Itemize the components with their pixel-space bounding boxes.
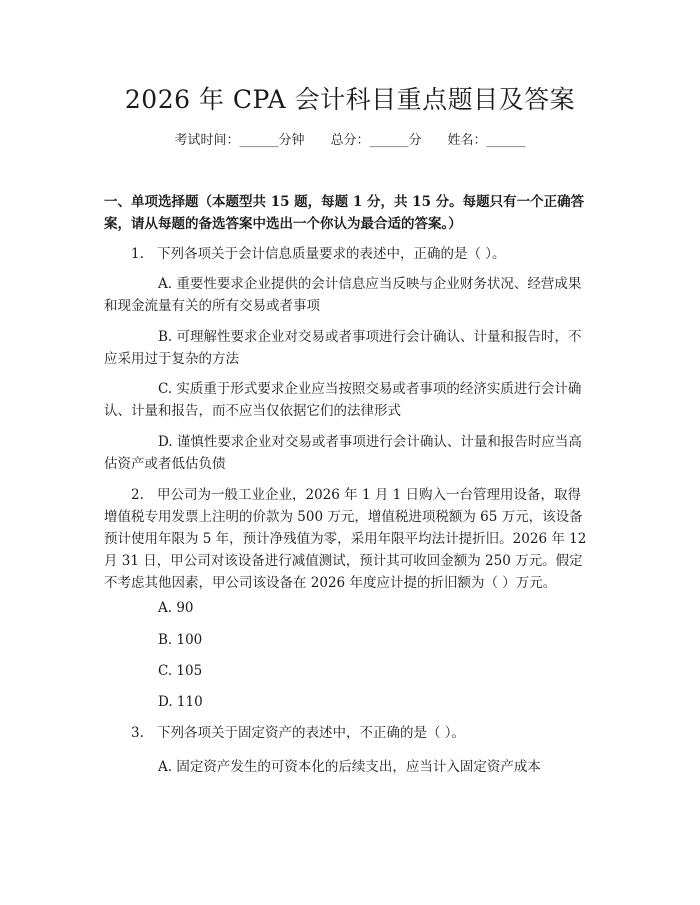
question-stem: 甲公司为一般工业企业，2026 年 1 月 1 日购入一台管理用设备，取得增值税专用发票上注明的价款为 500 万元，增值税进项税额为 65 万元，该设备预计使用年限为 5 年，预计净残值为零，采用年限平均法计提折旧。2026 年 12 月 31 日，甲公司对该设备进行减值测试，预计其可收回金额为 250 万元。假定不考虑其他因素，甲公司该设备在 2026 年度应计提的折旧额为（ ）万元。 (104, 487, 587, 591)
question-2 (104, 484, 594, 594)
question-2-option-d: D. 110 (158, 694, 203, 710)
question-number: 2. (131, 487, 144, 503)
question-1-option-a: A. 重要性要求企业提供的会计信息应当反映与企业财务状况、经营成果和现金流量有关的所有交易或者事项 (104, 276, 582, 314)
question-2-option-a: A. 90 (158, 600, 194, 616)
question-2-option-b: B. 100 (158, 632, 203, 648)
question-2-option-c: C. 105 (158, 663, 203, 679)
exam-time-field: 考试时间：______分钟 (174, 133, 305, 148)
question-1 (104, 243, 594, 265)
question-1-option-c: C. 实质重于形式要求企业应当按照交易或者事项的经济实质进行会计确认、计量和报告，而不应当仅依据它们的法律形式 (104, 381, 582, 419)
exam-info-line (0, 131, 700, 151)
question-1-option-b: B. 可理解性要求企业对交易或者事项进行会计确认、计量和报告时，不应采用过于复杂的方法 (104, 329, 582, 367)
question-3 (104, 722, 594, 744)
question-3-option-a: A. 固定资产发生的可资本化的后续支出，应当计入固定资产成本 (158, 759, 541, 775)
question-number: 1. (131, 246, 144, 262)
document-title: 2026 年 CPA 会计科目重点题目及答案 (124, 85, 576, 114)
question-number: 3. (131, 725, 144, 741)
student-name-field: 姓名：______ (447, 133, 526, 148)
question-stem: 下列各项关于固定资产的表述中，不正确的是（ ）。 (157, 725, 466, 741)
section-heading: 一、单项选择题（本题型共 15 题，每题 1 分，共 15 分。每题只有一个正确答案，请从每题的备选答案中选出一个你认为最合适的答案。） (104, 194, 585, 232)
question-1-option-d: D. 谨慎性要求企业对交易或者事项进行会计确认、计量和报告时应当高估资产或者低估负债 (104, 434, 582, 472)
total-score-field: 总分：______分 (330, 133, 422, 148)
question-stem: 下列各项关于会计信息质量要求的表述中，正确的是（ ）。 (157, 246, 506, 262)
